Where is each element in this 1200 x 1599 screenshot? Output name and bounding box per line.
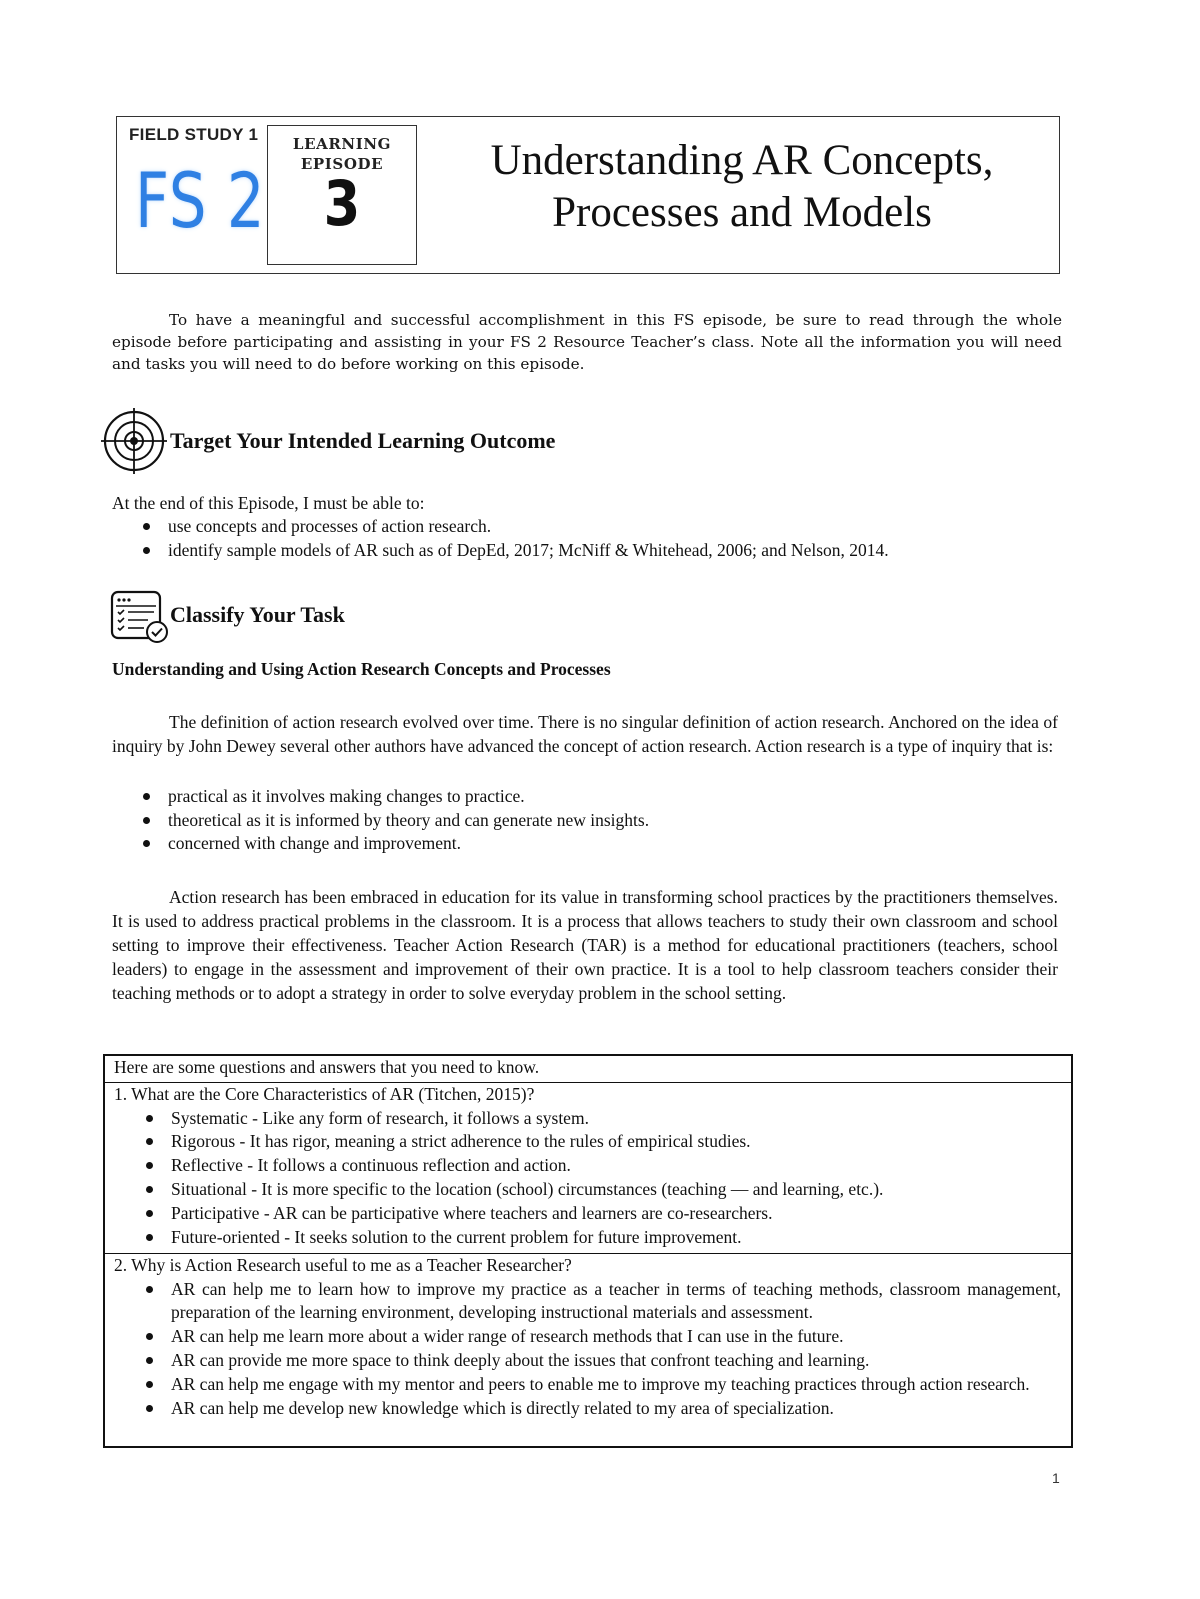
list-item: practical as it involves making changes to practice. (138, 785, 1058, 809)
list-item: use concepts and processes of action research. (138, 515, 1058, 539)
list-item: Systematic - Like any form of research, it follows a system. (141, 1107, 1061, 1131)
list-item: theoretical as it is informed by theory and can generate new insights. (138, 809, 1058, 833)
classify-heading: Classify Your Task (170, 602, 345, 627)
question-2: 2. Why is Action Research useful to me as a Teacher Researcher? (114, 1255, 572, 1275)
target-heading: Target Your Intended Learning Outcome (170, 428, 556, 453)
list-item: Rigorous - It has rigor, meaning a strict adherence to the rules of empirical studies. (141, 1130, 1061, 1154)
list-item: AR can help me learn more about a wider range of research methods that I can use in the future. (141, 1325, 1061, 1349)
target-icon (101, 408, 167, 474)
episode-number: 3 (323, 167, 361, 240)
title-line-2: Processes and Models (552, 189, 932, 236)
intro-paragraph: To have a meaningful and successful accomplishment in this FS episode, be sure to read through the whole episode before participating and assisting in your FS 2 Resource Teacher’s class. Note all the information you will need and tasks you will need to do before working on this episode. (112, 311, 1062, 373)
learning-episode-box (267, 125, 417, 265)
question-1: 1. What are the Core Characteristics of AR (Titchen, 2015)? (114, 1084, 535, 1104)
list-item: Situational - It is more specific to the location (school) circumstances (teaching — and learning, etc.). (141, 1178, 1061, 1202)
inquiry-types-list (138, 785, 1058, 856)
characteristics-list (105, 1107, 1071, 1250)
page-number: 1 (1052, 1470, 1060, 1486)
usefulness-list (105, 1278, 1071, 1421)
list-item: Participative - AR can be participative where teachers and learners are co-researchers. (141, 1202, 1061, 1226)
definition-paragraph: The definition of action research evolved over time. There is no singular definition of action research. Anchored on the idea of inquiry by John Dewey several other authors have advanced the concept of action research. Action research is a type of inquiry that is: (112, 712, 1058, 756)
qa-table (103, 1054, 1073, 1448)
list-item: AR can help me develop new knowledge which is directly related to my area of specialization. (141, 1397, 1061, 1421)
list-item: AR can help me to learn how to improve my practice as a teacher in terms of teaching methods, classroom management, preparation of the learning environment, developing instructional materials and assessment. (141, 1278, 1061, 1326)
checklist-icon (110, 589, 170, 645)
list-item: Future-oriented - It seeks solution to the current problem for future improvement. (141, 1226, 1061, 1250)
concepts-subheading: Understanding and Using Action Research Concepts and Processes (112, 659, 611, 679)
tar-paragraph: Action research has been embraced in education for its value in transforming school practices by the practitioners themselves. It is used to address practical problems in the classroom. It is a process that allows teachers to study their own classroom and school setting to improve their effectiveness. Teacher Action Research (TAR) is a method for educational practitioners (teachers, school leaders) to engage in the assessment and improvement of their own practice. It is a tool to help classroom teachers consider their teaching methods or to adopt a strategy in order to solve everyday problem in the school setting. (112, 887, 1058, 1003)
qa-intro-text: Here are some questions and answers that you need to know. (114, 1057, 540, 1077)
page-title (435, 135, 1049, 239)
list-item: concerned with change and improvement. (138, 832, 1058, 856)
title-line-1: Understanding AR Concepts, (490, 137, 994, 184)
episode-header (116, 116, 1060, 274)
qa-question-2-row (105, 1254, 1071, 1420)
qa-question-1-row (105, 1083, 1071, 1254)
list-item: Reflective - It follows a continuous reflection and action. (141, 1154, 1061, 1178)
field-study-label: FIELD STUDY 1 (129, 125, 259, 144)
qa-intro-row (105, 1056, 1071, 1083)
outcomes-list (138, 515, 1058, 562)
outcomes-lead: At the end of this Episode, I must be able to: (112, 493, 425, 513)
fs-code-logo: FS 2 (135, 156, 266, 245)
episode-label: LEARNING EPISODE (292, 135, 392, 173)
list-item: AR can help me engage with my mentor and peers to enable me to improve my teaching practices through action research. (141, 1373, 1061, 1397)
list-item: AR can provide me more space to think deeply about the issues that confront teaching and learning. (141, 1349, 1061, 1373)
list-item: identify sample models of AR such as of DepEd, 2017; McNiff & Whitehead, 2006; and Nelson, 2014. (138, 539, 1058, 563)
